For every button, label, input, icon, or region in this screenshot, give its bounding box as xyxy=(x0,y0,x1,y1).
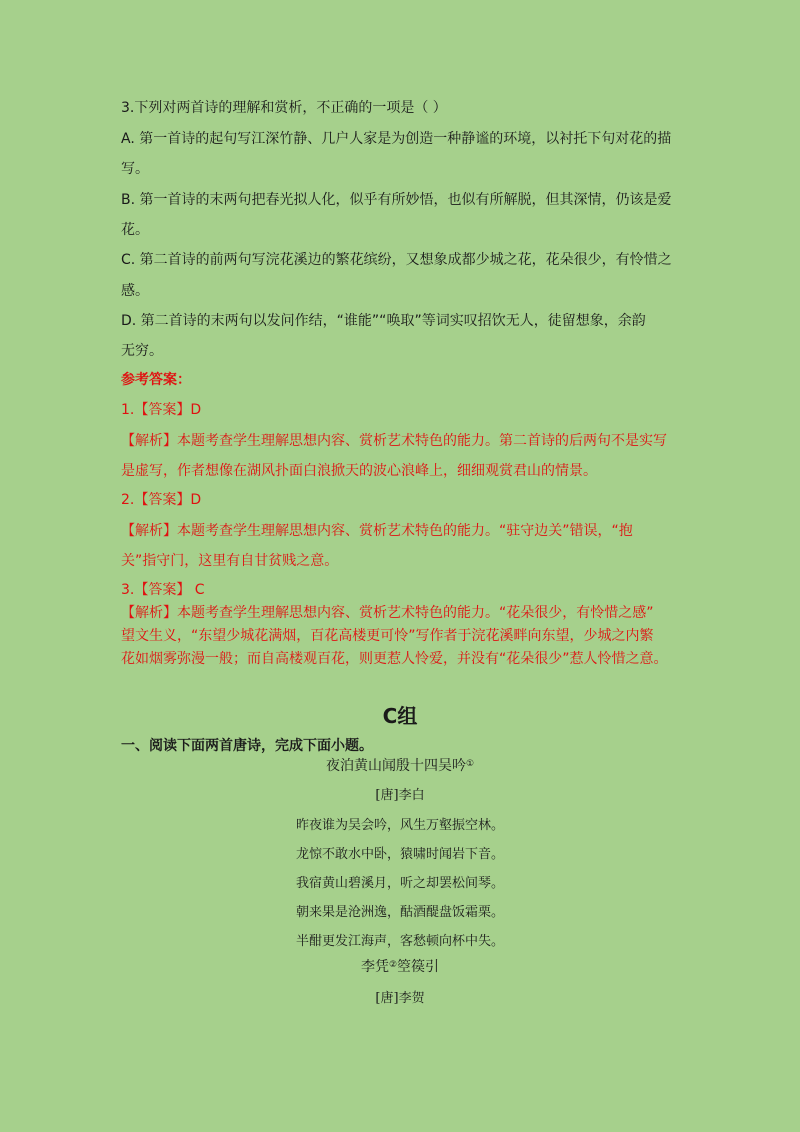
poem-2-title xyxy=(0,958,800,976)
option-c-line-2: 感。 xyxy=(121,283,149,299)
option-d-line-2: 无穷。 xyxy=(121,343,163,359)
answer-3: 3.【答案】 C xyxy=(121,582,205,598)
poem-2-footnote-mark: ② xyxy=(388,960,398,970)
answer-3-explanation-line-1: 【解析】本题考查学生理解思想内容、赏析艺术特色的能力。“花朵很少，有怜惜之感” xyxy=(121,605,654,621)
question-3-stem: 3.下列对两首诗的理解和赏析，不正确的一项是（ ） xyxy=(121,100,447,116)
option-a-line-1: A. 第一首诗的起句写江深竹静、几户人家是为创造一种静谧的环境，以衬托下句对花的描 xyxy=(121,131,672,147)
answer-2-explanation-line-1: 【解析】本题考查学生理解思想内容、赏析艺术特色的能力。“驻守边关”错误，“抱 xyxy=(121,523,633,539)
answer-3-explanation-line-3: 花如烟雾弥漫一般；而自高楼观百花，则更惹人怜爱，并没有“花朵很少”惹人怜惜之意。 xyxy=(121,651,668,667)
answers-heading: 参考答案： xyxy=(121,372,191,388)
poem-1-line: 我宿黄山碧溪月，听之却罢松间琴。 xyxy=(295,876,504,891)
answer-3-explanation-line-2: 望文生义，“东望少城花满烟，百花高楼更可怜”写作者于浣花溪畔向东望，少城之内繁 xyxy=(121,628,654,644)
poem-1-line: 半酣更发江海声，客愁顿向杯中失。 xyxy=(295,934,504,949)
answer-1-explanation-line-1: 【解析】本题考查学生理解思想内容、赏析艺术特色的能力。第二首诗的后两句不是实写 xyxy=(121,433,667,449)
poem-1-title xyxy=(0,757,800,775)
option-c-line-1: C. 第二首诗的前两句写浣花溪边的繁花缤纷，又想象成都少城之花，花朵很少，有怜惜之 xyxy=(121,252,672,268)
poem-2-author: [唐]李贺 xyxy=(375,991,425,1006)
poem-1-line: 龙惊不敢水中卧，猿啸时闻岩下音。 xyxy=(295,847,504,862)
answer-1: 1.【答案】D xyxy=(121,402,202,418)
section-c-title: C组 xyxy=(382,704,418,728)
poem-1-author: [唐]李白 xyxy=(375,788,425,803)
option-b-line-2: 花。 xyxy=(121,222,149,238)
poem-1-line: 朝来果是沧洲逸，酤酒醍盘饭霜栗。 xyxy=(295,905,504,920)
answer-2: 2.【答案】D xyxy=(121,492,202,508)
answer-1-explanation-line-2: 是虚写，作者想像在湖风扑面白浪掀天的波心浪峰上，细细观赏君山的情景。 xyxy=(121,463,597,479)
option-b-line-1: B. 第一首诗的末两句把春光拟人化，似乎有所妙悟，也似有所解脱，但其深情，仍该是爱 xyxy=(121,192,672,208)
poem-1-title-text: 夜泊黄山闻殷十四吴吟 xyxy=(325,758,466,774)
poem-1-line: 昨夜谁为吴会吟，风生万壑振空林。 xyxy=(295,818,504,833)
option-d-line-1: D. 第二首诗的末两句以发问作结，“谁能”“唤取”等词实叹招饮无人，徒留想象，余韵 xyxy=(121,313,646,329)
option-a-line-2: 写。 xyxy=(121,161,149,177)
section-c-instruction: 一、阅读下面两首唐诗，完成下面小题。 xyxy=(121,738,373,754)
poem-2-title-pre: 李凭 xyxy=(360,959,389,975)
answer-2-explanation-line-2: 关”指守门，这里有自甘贫贱之意。 xyxy=(121,553,339,569)
poem-2-title-post: 箜篌引 xyxy=(397,959,440,975)
poem-1-footnote-mark: ① xyxy=(465,759,475,769)
